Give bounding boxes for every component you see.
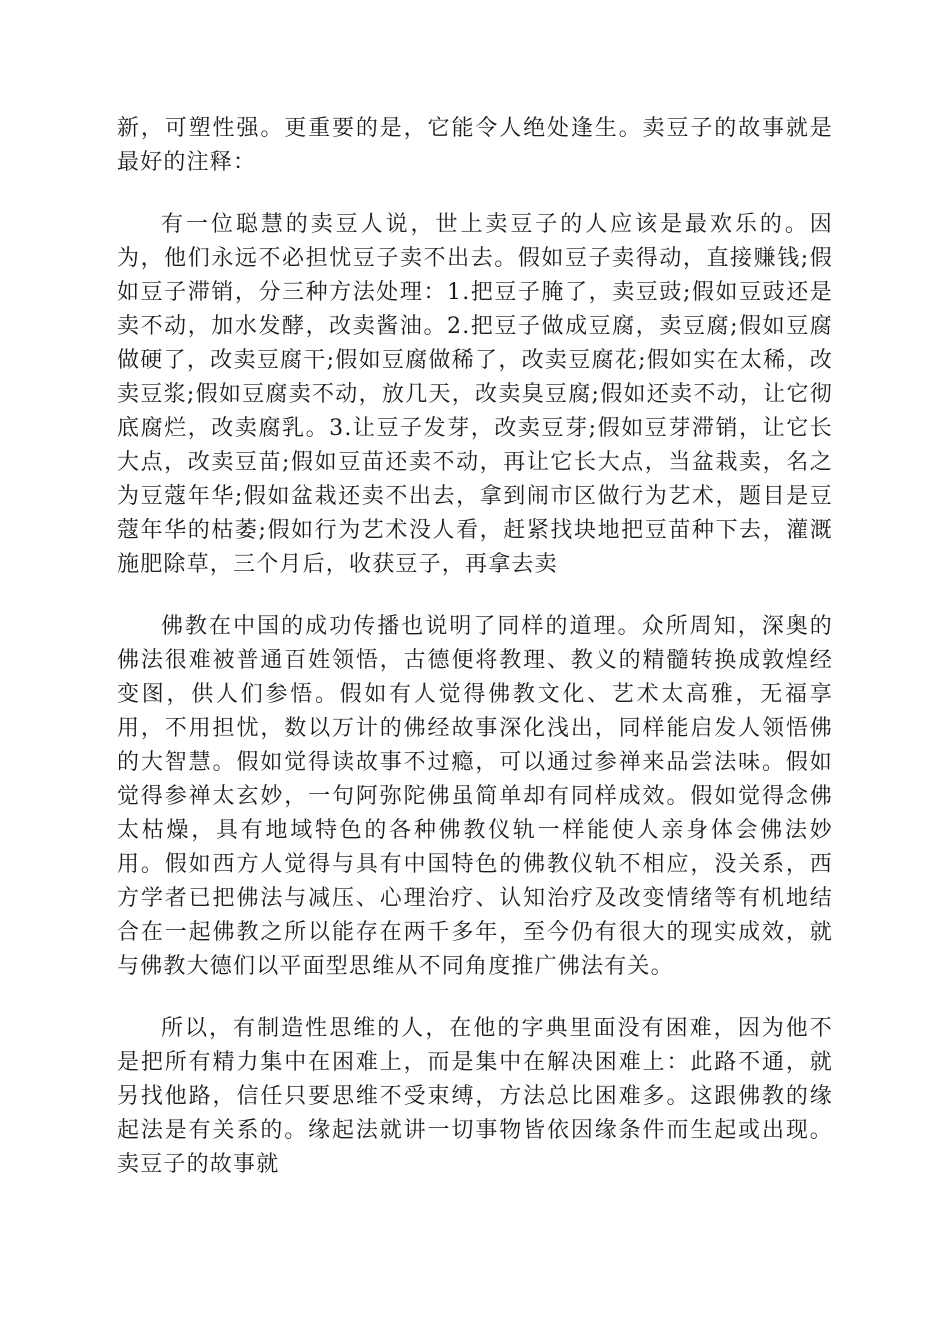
paragraph-buddhism-spread: 佛教在中国的成功传播也说明了同样的道理。众所周知，深奥的佛法很难被普通百姓领悟，古德便将教理、教义的精髓转换成敦煌经变图，供人们参悟。假如有人觉得佛教文化、艺术太高雅，无福享用，不用担忧，数以万计的佛经故事深化浅出，同样能启发人领悟佛的大智慧。假如觉得读故事不过瘾，可以通过参禅来品尝法味。假如觉得参禅太玄妙，一句阿弥陀佛虽简单却有同样成效。假如觉得念佛太枯燥，具有地域特色的各种佛教仪轨一样能使人亲身体会佛法妙用。假如西方人觉得与具有中国特色的佛教仪轨不相应，没关系，西方学者已把佛法与减压、心理治疗、认知治疗及改变情绪等有机地结合在一起佛教之所以能存在两千多年，至今仍有很大的现实成效，就与佛教大德们以平面型思维从不同角度推广佛法有关。 [117,614,833,979]
paragraph-continuation: 新，可塑性强。更重要的是，它能令人绝处逢生。卖豆子的故事就是最好的注释： [117,116,833,175]
paragraph-bean-seller-story: 有一位聪慧的卖豆人说，世上卖豆子的人应该是最欢乐的。因为，他们永远不必担忧豆子卖不出去。假如豆子卖得动，直接赚钱;假如豆子滞销，分三种方法处理：1.把豆子腌了，卖豆豉;假如豆豉还是卖不动，加水发酵，改卖酱油。2.把豆子做成豆腐，卖豆腐;假如豆腐做硬了，改卖豆腐干;假如豆腐做稀了，改卖豆腐花;假如实在太稀，改卖豆浆;假如豆腐卖不动，放几天，改卖臭豆腐;假如还卖不动，让它彻底腐烂，改卖腐乳。3.让豆子发芽，改卖豆芽;假如豆芽滞销，让它长大点，改卖豆苗;假如豆苗还卖不动，再让它长大点，当盆栽卖，名之为豆蔻年华;假如盆栽还卖不出去，拿到闹市区做行为艺术，题目是豆蔻年华的枯萎;假如行为艺术没人看，赶紧找块地把豆苗种下去，灌溉施肥除草，三个月后，收获豆子，再拿去卖 [117,212,833,577]
document-body [117,112,833,1182]
paragraph-creative-thinking: 所以，有制造性思维的人，在他的字典里面没有困难，因为他不是把所有精力集中在困难上，而是集中在解决困难上：此路不通，就另找他路，信任只要思维不受束缚，方法总比困难多。这跟佛教的缘起法是有关系的。缘起法就讲一切事物皆依因缘条件而生起或出现。卖豆子的故事就 [117,1016,833,1177]
